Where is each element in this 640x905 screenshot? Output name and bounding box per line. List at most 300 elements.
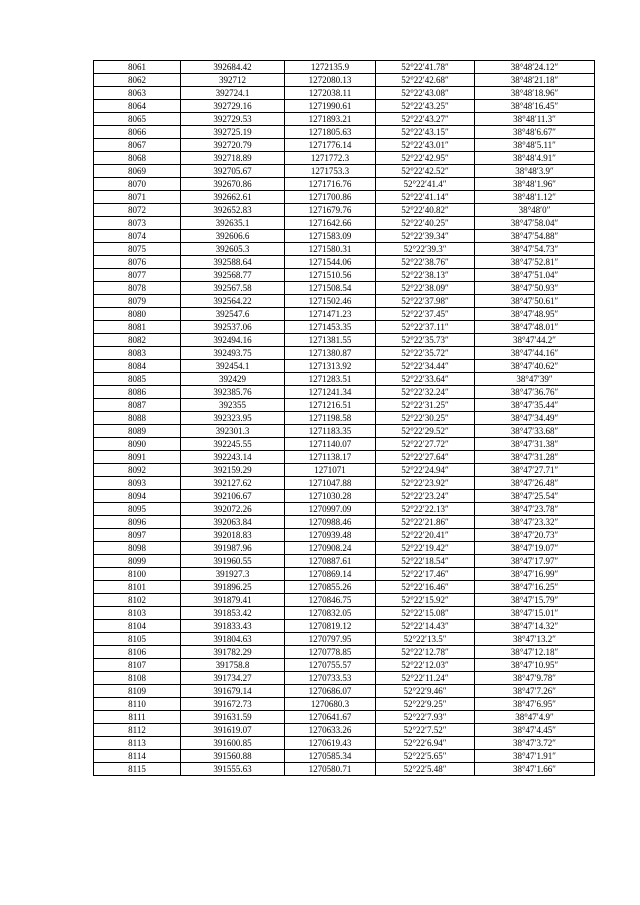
table-row (94, 191, 595, 204)
point-number-cell: 8061 (94, 61, 181, 74)
longitude-cell: 38°47′14.32″ (475, 620, 595, 633)
latitude-cell: 52°22′29.52″ (376, 425, 475, 438)
latitude-cell: 52°22′38.13″ (376, 269, 475, 282)
table-row (94, 139, 595, 152)
latitude-cell: 52°22′43.15″ (376, 126, 475, 139)
latitude-cell: 52°22′20.41″ (376, 529, 475, 542)
longitude-cell: 38°47′19.07″ (475, 542, 595, 555)
x-coordinate-cell: 392323.95 (181, 412, 285, 425)
latitude-cell: 52°22′43.08″ (376, 87, 475, 100)
point-number-cell: 8097 (94, 529, 181, 542)
point-number-cell: 8066 (94, 126, 181, 139)
point-number-cell: 8112 (94, 724, 181, 737)
table-row (94, 230, 595, 243)
table-row (94, 620, 595, 633)
point-number-cell: 8070 (94, 178, 181, 191)
longitude-cell: 38°48′16.45″ (475, 100, 595, 113)
table-row (94, 282, 595, 295)
x-coordinate-cell: 392729.16 (181, 100, 285, 113)
point-number-cell: 8102 (94, 594, 181, 607)
x-coordinate-cell: 392725.19 (181, 126, 285, 139)
x-coordinate-cell: 391896.25 (181, 581, 285, 594)
y-coordinate-cell: 1270686.07 (285, 685, 376, 698)
latitude-cell: 52°22′35.72″ (376, 347, 475, 360)
y-coordinate-cell: 1271776.14 (285, 139, 376, 152)
coordinates-table (93, 60, 595, 776)
table-row (94, 295, 595, 308)
table-row (94, 386, 595, 399)
longitude-cell: 38°48′5.11″ (475, 139, 595, 152)
x-coordinate-cell: 392493.75 (181, 347, 285, 360)
table-row (94, 399, 595, 412)
latitude-cell: 52°22′18.54″ (376, 555, 475, 568)
x-coordinate-cell: 391679.14 (181, 685, 285, 698)
y-coordinate-cell: 1271772.3 (285, 152, 376, 165)
latitude-cell: 52°22′41.14″ (376, 191, 475, 204)
y-coordinate-cell: 1271508.54 (285, 282, 376, 295)
table-row (94, 217, 595, 230)
latitude-cell: 52°22′5.48″ (376, 763, 475, 776)
longitude-cell: 38°47′54.73″ (475, 243, 595, 256)
table-row (94, 100, 595, 113)
latitude-cell: 52°22′40.25″ (376, 217, 475, 230)
longitude-cell: 38°47′23.78″ (475, 503, 595, 516)
point-number-cell: 8076 (94, 256, 181, 269)
latitude-cell: 52°22′6.94″ (376, 737, 475, 750)
x-coordinate-cell: 391619.07 (181, 724, 285, 737)
point-number-cell: 8087 (94, 399, 181, 412)
y-coordinate-cell: 1271510.56 (285, 269, 376, 282)
y-coordinate-cell: 1270680.3 (285, 698, 376, 711)
latitude-cell: 52°22′5.65″ (376, 750, 475, 763)
longitude-cell: 38°47′9.78″ (475, 672, 595, 685)
table-row (94, 347, 595, 360)
longitude-cell: 38°47′15.01″ (475, 607, 595, 620)
latitude-cell: 52°22′43.27″ (376, 113, 475, 126)
longitude-cell: 38°47′26.48″ (475, 477, 595, 490)
latitude-cell: 52°22′12.78″ (376, 646, 475, 659)
y-coordinate-cell: 1271679.76 (285, 204, 376, 217)
latitude-cell: 52°22′37.98″ (376, 295, 475, 308)
y-coordinate-cell: 1271283.51 (285, 373, 376, 386)
longitude-cell: 38°47′7.26″ (475, 685, 595, 698)
latitude-cell: 52°22′7.93″ (376, 711, 475, 724)
table-row (94, 204, 595, 217)
longitude-cell: 38°47′31.28″ (475, 451, 595, 464)
latitude-cell: 52°22′40.82″ (376, 204, 475, 217)
table-row (94, 698, 595, 711)
x-coordinate-cell: 392537.06 (181, 321, 285, 334)
longitude-cell: 38°48′24.12″ (475, 61, 595, 74)
y-coordinate-cell: 1271453.35 (285, 321, 376, 334)
longitude-cell: 38°47′34.49″ (475, 412, 595, 425)
point-number-cell: 8089 (94, 425, 181, 438)
point-number-cell: 8067 (94, 139, 181, 152)
latitude-cell: 52°22′42.52″ (376, 165, 475, 178)
y-coordinate-cell: 1270641.67 (285, 711, 376, 724)
y-coordinate-cell: 1271502.46 (285, 295, 376, 308)
longitude-cell: 38°48′18.96″ (475, 87, 595, 100)
point-number-cell: 8069 (94, 165, 181, 178)
latitude-cell: 52°22′19.42″ (376, 542, 475, 555)
table-row (94, 503, 595, 516)
latitude-cell: 52°22′33.64″ (376, 373, 475, 386)
table-row (94, 87, 595, 100)
y-coordinate-cell: 1271893.21 (285, 113, 376, 126)
x-coordinate-cell: 392588.64 (181, 256, 285, 269)
table-row (94, 763, 595, 776)
y-coordinate-cell: 1270988.46 (285, 516, 376, 529)
latitude-cell: 52°22′37.11″ (376, 321, 475, 334)
y-coordinate-cell: 1271313.92 (285, 360, 376, 373)
latitude-cell: 52°22′9.46″ (376, 685, 475, 698)
latitude-cell: 52°22′30.25″ (376, 412, 475, 425)
longitude-cell: 38°47′6.95″ (475, 698, 595, 711)
x-coordinate-cell: 392718.89 (181, 152, 285, 165)
latitude-cell: 52°22′41.4″ (376, 178, 475, 191)
longitude-cell: 38°47′12.18″ (475, 646, 595, 659)
table-row (94, 178, 595, 191)
point-number-cell: 8110 (94, 698, 181, 711)
point-number-cell: 8107 (94, 659, 181, 672)
latitude-cell: 52°22′22.13″ (376, 503, 475, 516)
point-number-cell: 8092 (94, 464, 181, 477)
y-coordinate-cell: 1271805.63 (285, 126, 376, 139)
longitude-cell: 38°48′1.96″ (475, 178, 595, 191)
x-coordinate-cell: 392705.67 (181, 165, 285, 178)
point-number-cell: 8100 (94, 568, 181, 581)
longitude-cell: 38°47′35.44″ (475, 399, 595, 412)
y-coordinate-cell: 1271753.3 (285, 165, 376, 178)
table-row (94, 243, 595, 256)
point-number-cell: 8064 (94, 100, 181, 113)
x-coordinate-cell: 392063.84 (181, 516, 285, 529)
y-coordinate-cell: 1270939.48 (285, 529, 376, 542)
table-row (94, 685, 595, 698)
x-coordinate-cell: 391758.8 (181, 659, 285, 672)
x-coordinate-cell: 391833.43 (181, 620, 285, 633)
x-coordinate-cell: 392018.83 (181, 529, 285, 542)
x-coordinate-cell: 392662.61 (181, 191, 285, 204)
latitude-cell: 52°22′43.25″ (376, 100, 475, 113)
longitude-cell: 38°47′15.79″ (475, 594, 595, 607)
longitude-cell: 38°47′44.2″ (475, 334, 595, 347)
longitude-cell: 38°47′54.88″ (475, 230, 595, 243)
x-coordinate-cell: 392652.83 (181, 204, 285, 217)
table-row (94, 594, 595, 607)
y-coordinate-cell: 1270733.53 (285, 672, 376, 685)
x-coordinate-cell: 392729.53 (181, 113, 285, 126)
table-row (94, 555, 595, 568)
x-coordinate-cell: 391560.88 (181, 750, 285, 763)
point-number-cell: 8096 (94, 516, 181, 529)
table-row (94, 724, 595, 737)
point-number-cell: 8084 (94, 360, 181, 373)
y-coordinate-cell: 1271138.17 (285, 451, 376, 464)
longitude-cell: 38°47′25.54″ (475, 490, 595, 503)
point-number-cell: 8098 (94, 542, 181, 555)
latitude-cell: 52°22′17.46″ (376, 568, 475, 581)
point-number-cell: 8090 (94, 438, 181, 451)
x-coordinate-cell: 391555.63 (181, 763, 285, 776)
longitude-cell: 38°47′13.2″ (475, 633, 595, 646)
point-number-cell: 8115 (94, 763, 181, 776)
y-coordinate-cell: 1271047.88 (285, 477, 376, 490)
point-number-cell: 8077 (94, 269, 181, 282)
x-coordinate-cell: 391600.85 (181, 737, 285, 750)
longitude-cell: 38°47′44.16″ (475, 347, 595, 360)
x-coordinate-cell: 392564.22 (181, 295, 285, 308)
latitude-cell: 52°22′16.46″ (376, 581, 475, 594)
y-coordinate-cell: 1270797.95 (285, 633, 376, 646)
y-coordinate-cell: 1270633.26 (285, 724, 376, 737)
longitude-cell: 38°47′39″ (475, 373, 595, 386)
longitude-cell: 38°48′0″ (475, 204, 595, 217)
y-coordinate-cell: 1272038.11 (285, 87, 376, 100)
point-number-cell: 8101 (94, 581, 181, 594)
x-coordinate-cell: 392385.76 (181, 386, 285, 399)
longitude-cell: 38°48′6.67″ (475, 126, 595, 139)
table-row (94, 633, 595, 646)
point-number-cell: 8094 (94, 490, 181, 503)
latitude-cell: 52°22′35.73″ (376, 334, 475, 347)
longitude-cell: 38°47′33.68″ (475, 425, 595, 438)
x-coordinate-cell: 392720.79 (181, 139, 285, 152)
longitude-cell: 38°47′23.32″ (475, 516, 595, 529)
latitude-cell: 52°22′15.92″ (376, 594, 475, 607)
y-coordinate-cell: 1270869.14 (285, 568, 376, 581)
y-coordinate-cell: 1271700.86 (285, 191, 376, 204)
point-number-cell: 8079 (94, 295, 181, 308)
latitude-cell: 52°22′39.34″ (376, 230, 475, 243)
x-coordinate-cell: 392670.86 (181, 178, 285, 191)
longitude-cell: 38°47′52.81″ (475, 256, 595, 269)
point-number-cell: 8080 (94, 308, 181, 321)
latitude-cell: 52°22′31.25″ (376, 399, 475, 412)
longitude-cell: 38°47′3.72″ (475, 737, 595, 750)
table-row (94, 711, 595, 724)
y-coordinate-cell: 1270887.61 (285, 555, 376, 568)
latitude-cell: 52°22′24.94″ (376, 464, 475, 477)
point-number-cell: 8111 (94, 711, 181, 724)
y-coordinate-cell: 1271380.87 (285, 347, 376, 360)
table-row (94, 659, 595, 672)
point-number-cell: 8113 (94, 737, 181, 750)
point-number-cell: 8068 (94, 152, 181, 165)
x-coordinate-cell: 392567.58 (181, 282, 285, 295)
x-coordinate-cell: 392243.14 (181, 451, 285, 464)
table-row (94, 581, 595, 594)
y-coordinate-cell: 1270855.26 (285, 581, 376, 594)
longitude-cell: 38°47′16.25″ (475, 581, 595, 594)
longitude-cell: 38°47′50.93″ (475, 282, 595, 295)
table-row (94, 113, 595, 126)
table-row (94, 607, 595, 620)
point-number-cell: 8072 (94, 204, 181, 217)
latitude-cell: 52°22′42.68″ (376, 74, 475, 87)
latitude-cell: 52°22′34.44″ (376, 360, 475, 373)
table-row (94, 74, 595, 87)
y-coordinate-cell: 1271198.58 (285, 412, 376, 425)
latitude-cell: 52°22′37.45″ (376, 308, 475, 321)
table-row (94, 373, 595, 386)
y-coordinate-cell: 1271990.61 (285, 100, 376, 113)
x-coordinate-cell: 392635.1 (181, 217, 285, 230)
table-row (94, 321, 595, 334)
latitude-cell: 52°22′38.09″ (376, 282, 475, 295)
latitude-cell: 52°22′38.76″ (376, 256, 475, 269)
point-number-cell: 8081 (94, 321, 181, 334)
x-coordinate-cell: 391927.3 (181, 568, 285, 581)
y-coordinate-cell: 1271216.51 (285, 399, 376, 412)
y-coordinate-cell: 1270832.05 (285, 607, 376, 620)
table-row (94, 750, 595, 763)
longitude-cell: 38°47′48.95″ (475, 308, 595, 321)
table-row (94, 334, 595, 347)
point-number-cell: 8103 (94, 607, 181, 620)
latitude-cell: 52°22′14.43″ (376, 620, 475, 633)
latitude-cell: 52°22′32.24″ (376, 386, 475, 399)
x-coordinate-cell: 392245.55 (181, 438, 285, 451)
y-coordinate-cell: 1271583.09 (285, 230, 376, 243)
y-coordinate-cell: 1270580.71 (285, 763, 376, 776)
point-number-cell: 8104 (94, 620, 181, 633)
table-row (94, 646, 595, 659)
x-coordinate-cell: 391987.96 (181, 542, 285, 555)
table-row (94, 464, 595, 477)
longitude-cell: 38°47′16.99″ (475, 568, 595, 581)
latitude-cell: 52°22′43.01″ (376, 139, 475, 152)
x-coordinate-cell: 392605.3 (181, 243, 285, 256)
table-row (94, 360, 595, 373)
y-coordinate-cell: 1271071 (285, 464, 376, 477)
x-coordinate-cell: 392301.3 (181, 425, 285, 438)
x-coordinate-cell: 391782.29 (181, 646, 285, 659)
point-number-cell: 8062 (94, 74, 181, 87)
point-number-cell: 8085 (94, 373, 181, 386)
y-coordinate-cell: 1271030.28 (285, 490, 376, 503)
x-coordinate-cell: 392568.77 (181, 269, 285, 282)
y-coordinate-cell: 1271471.23 (285, 308, 376, 321)
y-coordinate-cell: 1271580.31 (285, 243, 376, 256)
point-number-cell: 8106 (94, 646, 181, 659)
latitude-cell: 52°22′9.25″ (376, 698, 475, 711)
x-coordinate-cell: 392494.16 (181, 334, 285, 347)
latitude-cell: 52°22′7.52″ (376, 724, 475, 737)
y-coordinate-cell: 1270819.12 (285, 620, 376, 633)
point-number-cell: 8082 (94, 334, 181, 347)
point-number-cell: 8099 (94, 555, 181, 568)
table-row (94, 568, 595, 581)
x-coordinate-cell: 391879.41 (181, 594, 285, 607)
longitude-cell: 38°47′58.04″ (475, 217, 595, 230)
x-coordinate-cell: 391804.63 (181, 633, 285, 646)
y-coordinate-cell: 1270778.85 (285, 646, 376, 659)
longitude-cell: 38°47′1.66″ (475, 763, 595, 776)
x-coordinate-cell: 391631.59 (181, 711, 285, 724)
point-number-cell: 8086 (94, 386, 181, 399)
coordinates-table-body (94, 61, 595, 776)
point-number-cell: 8065 (94, 113, 181, 126)
point-number-cell: 8091 (94, 451, 181, 464)
y-coordinate-cell: 1270755.57 (285, 659, 376, 672)
x-coordinate-cell: 391960.55 (181, 555, 285, 568)
longitude-cell: 38°48′21.18″ (475, 74, 595, 87)
latitude-cell: 52°22′12.03″ (376, 659, 475, 672)
point-number-cell: 8105 (94, 633, 181, 646)
y-coordinate-cell: 1271716.76 (285, 178, 376, 191)
table-row (94, 490, 595, 503)
latitude-cell: 52°22′15.08″ (376, 607, 475, 620)
x-coordinate-cell: 392684.42 (181, 61, 285, 74)
y-coordinate-cell: 1270585.34 (285, 750, 376, 763)
point-number-cell: 8083 (94, 347, 181, 360)
longitude-cell: 38°47′4.9″ (475, 711, 595, 724)
y-coordinate-cell: 1271183.35 (285, 425, 376, 438)
table-row (94, 529, 595, 542)
point-number-cell: 8095 (94, 503, 181, 516)
x-coordinate-cell: 392606.6 (181, 230, 285, 243)
table-row (94, 412, 595, 425)
latitude-cell: 52°22′39.3″ (376, 243, 475, 256)
point-number-cell: 8093 (94, 477, 181, 490)
longitude-cell: 38°47′17.97″ (475, 555, 595, 568)
point-number-cell: 8073 (94, 217, 181, 230)
x-coordinate-cell: 391734.27 (181, 672, 285, 685)
x-coordinate-cell: 392355 (181, 399, 285, 412)
latitude-cell: 52°22′23.92″ (376, 477, 475, 490)
table-row (94, 152, 595, 165)
y-coordinate-cell: 1270908.24 (285, 542, 376, 555)
x-coordinate-cell: 392127.62 (181, 477, 285, 490)
point-number-cell: 8075 (94, 243, 181, 256)
latitude-cell: 52°22′11.24″ (376, 672, 475, 685)
table-row (94, 308, 595, 321)
y-coordinate-cell: 1271140.07 (285, 438, 376, 451)
y-coordinate-cell: 1271381.55 (285, 334, 376, 347)
x-coordinate-cell: 391853.42 (181, 607, 285, 620)
x-coordinate-cell: 392547.6 (181, 308, 285, 321)
longitude-cell: 38°47′50.61″ (475, 295, 595, 308)
longitude-cell: 38°48′4.91″ (475, 152, 595, 165)
longitude-cell: 38°47′20.73″ (475, 529, 595, 542)
longitude-cell: 38°47′31.38″ (475, 438, 595, 451)
x-coordinate-cell: 392106.67 (181, 490, 285, 503)
y-coordinate-cell: 1270997.09 (285, 503, 376, 516)
x-coordinate-cell: 392454.1 (181, 360, 285, 373)
point-number-cell: 8109 (94, 685, 181, 698)
x-coordinate-cell: 392712 (181, 74, 285, 87)
table-row (94, 516, 595, 529)
table-row (94, 438, 595, 451)
point-number-cell: 8114 (94, 750, 181, 763)
table-row (94, 451, 595, 464)
longitude-cell: 38°48′11.3″ (475, 113, 595, 126)
x-coordinate-cell: 392159.29 (181, 464, 285, 477)
x-coordinate-cell: 392724.1 (181, 87, 285, 100)
table-row (94, 737, 595, 750)
longitude-cell: 38°47′40.62″ (475, 360, 595, 373)
latitude-cell: 52°22′42.95″ (376, 152, 475, 165)
table-row (94, 425, 595, 438)
y-coordinate-cell: 1271544.06 (285, 256, 376, 269)
point-number-cell: 8071 (94, 191, 181, 204)
longitude-cell: 38°47′4.45″ (475, 724, 595, 737)
latitude-cell: 52°22′27.72″ (376, 438, 475, 451)
y-coordinate-cell: 1272080.13 (285, 74, 376, 87)
latitude-cell: 52°22′13.5″ (376, 633, 475, 646)
table-row (94, 165, 595, 178)
